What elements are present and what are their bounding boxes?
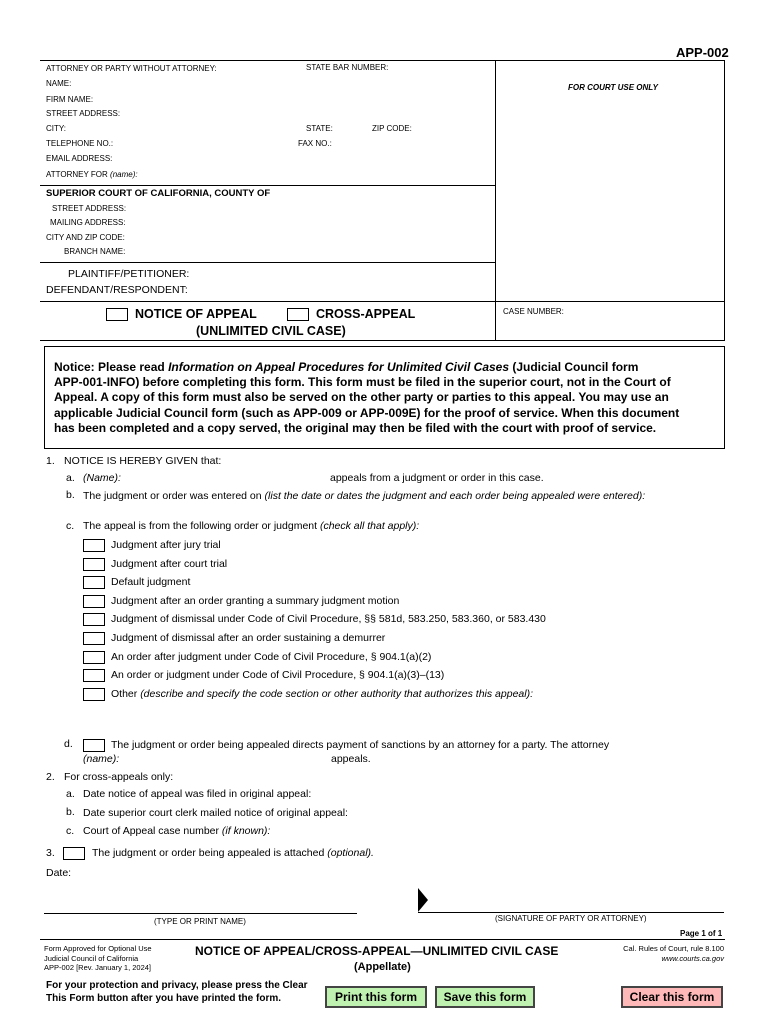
court-rule: [40, 185, 496, 186]
attached-checkbox[interactable]: [63, 847, 85, 860]
fax-label: FAX NO.:: [298, 139, 332, 148]
footer-title: NOTICE OF APPEAL/CROSS-APPEAL—UNLIMITED CIVIL CASE: [195, 944, 559, 958]
cross-appeal-checkbox[interactable]: [287, 308, 309, 321]
firm-name-label: FIRM NAME:: [46, 95, 94, 104]
sanctions-checkbox[interactable]: [83, 739, 105, 752]
option-checkbox[interactable]: [83, 669, 105, 682]
page-number: Page 1 of 1: [680, 929, 723, 938]
case-number-label: CASE NUMBER:: [503, 307, 564, 316]
item1-text: NOTICE IS HEREBY GIVEN that:: [64, 455, 222, 467]
email-label: EMAIL ADDRESS:: [46, 154, 113, 163]
footer-rule: [40, 939, 725, 940]
option-jury-trial[interactable]: Judgment after jury trial: [83, 537, 221, 553]
attorney-name-input[interactable]: [122, 751, 328, 765]
notice-of-appeal-checkbox[interactable]: [106, 308, 128, 321]
council-text: Judicial Council of California: [44, 953, 139, 963]
item2c-text: Court of Appeal case number (if known):: [83, 825, 271, 837]
signature-caption: (SIGNATURE OF PARTY OR ATTORNEY): [495, 914, 647, 923]
item1b-label: b.: [66, 489, 75, 501]
option-checkbox[interactable]: [83, 688, 105, 701]
site-text: www.courts.ca.gov: [661, 953, 724, 963]
court-use-divider: [495, 60, 496, 340]
item2c-label: c.: [66, 825, 75, 837]
notice-filed-date-input[interactable]: [332, 786, 722, 800]
print-button[interactable]: Print this form: [325, 986, 427, 1008]
option-other[interactable]: Other (describe and specify the code section or other authority that authorizes this appeal):: [83, 686, 533, 702]
item1d-text: The judgment or order being appealed directs payment of sanctions by an attorney for a party. The attorney: [111, 739, 610, 751]
rules-citation: [623, 944, 724, 963]
telephone-label: TELEPHONE NO.:: [46, 139, 114, 148]
notice-line-5: has been completed and a copy served, the original may then be filed with the court with proof of service.: [54, 421, 657, 435]
option-summary-judgment[interactable]: Judgment after an order granting a summary judgment motion: [83, 593, 399, 609]
item2-text: For cross-appeals only:: [64, 771, 174, 783]
option-default-judgment[interactable]: Default judgment: [83, 574, 190, 590]
defendant-label: DEFENDANT/RESPONDENT:: [46, 284, 188, 296]
option-order-after-judgment[interactable]: An order after judgment under Code of Civil Procedure, § 904.1(a)(2): [83, 649, 431, 665]
clear-button[interactable]: Clear this form: [621, 986, 723, 1008]
item1d-name: (name):: [83, 753, 120, 765]
signature-arrow-icon: [418, 888, 428, 912]
form-approval: [44, 944, 152, 973]
item1d-label: d.: [64, 738, 73, 750]
option-checkbox[interactable]: [83, 632, 105, 645]
caption-rule: [40, 301, 725, 302]
option-order-904[interactable]: An order or judgment under Code of Civil Procedure, § 904.1(a)(3)–(13): [83, 667, 444, 683]
option-dismissal-ccp[interactable]: Judgment of dismissal under Code of Civil Procedure, §§ 581d, 583.250, 583.360, or 583.430: [83, 611, 546, 627]
option-checkbox[interactable]: [83, 595, 105, 608]
caption-subtitle: (UNLIMITED CIVIL CASE): [196, 324, 346, 338]
item1-number: 1.: [46, 455, 55, 467]
option-checkbox[interactable]: [83, 576, 105, 589]
name-label: NAME:: [46, 79, 72, 88]
signature-line: [418, 912, 724, 913]
item1a-rest: appeals from a judgment or order in this case.: [330, 472, 544, 484]
option-dismissal-demurrer[interactable]: Judgment of dismissal after an order sustaining a demurrer: [83, 630, 385, 646]
item2a-label: a.: [66, 788, 75, 800]
notice-line-4: applicable Judicial Council form (such as APP-009 or APP-009E) for the proof of service. When this document: [54, 406, 680, 420]
attorney-for-label: ATTORNEY FOR (name):: [46, 170, 138, 179]
item2b-text: Date superior court clerk mailed notice of original appeal:: [83, 807, 348, 819]
court-title: SUPERIOR COURT OF CALIFORNIA, COUNTY OF: [46, 188, 271, 199]
item1a-label: a.: [66, 472, 75, 484]
type-name-line: [44, 913, 357, 914]
caption-bottom-rule: [40, 340, 725, 341]
item2a-text: Date notice of appeal was filed in original appeal:: [83, 788, 312, 800]
option-checkbox[interactable]: [83, 539, 105, 552]
notice-line-3: Appeal. A copy of this form must also be served on the other party or parties to this appeal. You may use an: [54, 390, 669, 404]
street-label: STREET ADDRESS:: [46, 109, 121, 118]
privacy-note: [46, 979, 308, 1005]
item3-text: The judgment or order being appealed is attached (optional).: [92, 847, 374, 859]
appeal-case-number-input[interactable]: [290, 823, 722, 837]
privacy-line-1: For your protection and privacy, please press the Clear: [46, 980, 308, 991]
item2-number: 2.: [46, 771, 55, 783]
court-branch-label: BRANCH NAME:: [64, 247, 126, 256]
item1a-name: (Name):: [83, 472, 121, 484]
parties-rule: [40, 262, 496, 263]
option-checkbox[interactable]: [83, 651, 105, 664]
date-label: Date:: [46, 867, 72, 879]
option-court-trial[interactable]: Judgment after court trial: [83, 556, 227, 572]
type-name-caption: (TYPE OR PRINT NAME): [154, 917, 246, 926]
attorney-party-label: ATTORNEY OR PARTY WITHOUT ATTORNEY:: [46, 64, 217, 73]
court-street-label: STREET ADDRESS:: [52, 204, 127, 213]
court-city-zip-label: CITY AND ZIP CODE:: [46, 233, 125, 242]
save-button[interactable]: Save this form: [435, 986, 535, 1008]
item1d-rest: appeals.: [331, 753, 371, 765]
judgment-date-input[interactable]: [83, 504, 723, 518]
item2b-label: b.: [66, 806, 75, 818]
city-label: CITY:: [46, 124, 67, 133]
court-use-label: FOR COURT USE ONLY: [568, 83, 658, 92]
right-border: [724, 60, 725, 340]
notice-line-2: APP-001-INFO) before completing this form. This form must be filed in the superior court, not in the Court of: [54, 375, 671, 389]
item3-number: 3.: [46, 847, 55, 859]
other-description-input[interactable]: [111, 704, 723, 734]
cross-appeal-label: CROSS-APPEAL: [316, 307, 416, 321]
appellant-name-input[interactable]: [128, 470, 326, 484]
revision-text: APP-002 [Rev. January 1, 2024]: [44, 963, 152, 972]
date-input[interactable]: [80, 865, 280, 879]
notice-of-appeal-label: NOTICE OF APPEAL: [135, 307, 257, 321]
top-rule: [40, 60, 725, 61]
footer-subtitle: (Appellate): [354, 961, 411, 973]
privacy-line-2: This Form button after you have printed the form.: [46, 993, 282, 1004]
item1b-text: The judgment or order was entered on (list the date or dates the judgment and each order being appealed were entered):: [83, 490, 646, 502]
item1c-text: The appeal is from the following order or judgment (check all that apply):: [83, 520, 420, 532]
approved-text: Form Approved for Optional Use: [44, 944, 152, 953]
notice-line-1: Notice: Please read Information on Appeal Procedures for Unlimited Civil Cases (Judicial Council form: [54, 360, 639, 374]
zip-label: ZIP CODE:: [372, 124, 412, 133]
state-label: STATE:: [306, 124, 333, 133]
rules-text: Cal. Rules of Court, rule 8.100: [623, 944, 724, 953]
item1c-label: c.: [66, 520, 75, 532]
court-mailing-label: MAILING ADDRESS:: [50, 218, 126, 227]
option-checkbox[interactable]: [83, 613, 105, 626]
state-bar-label: STATE BAR NUMBER:: [306, 63, 389, 72]
type-name-input[interactable]: [44, 892, 356, 912]
plaintiff-label: PLAINTIFF/PETITIONER:: [68, 268, 190, 280]
option-checkbox[interactable]: [83, 558, 105, 571]
clerk-mailed-date-input[interactable]: [372, 805, 722, 819]
form-number: APP-002: [676, 45, 729, 60]
